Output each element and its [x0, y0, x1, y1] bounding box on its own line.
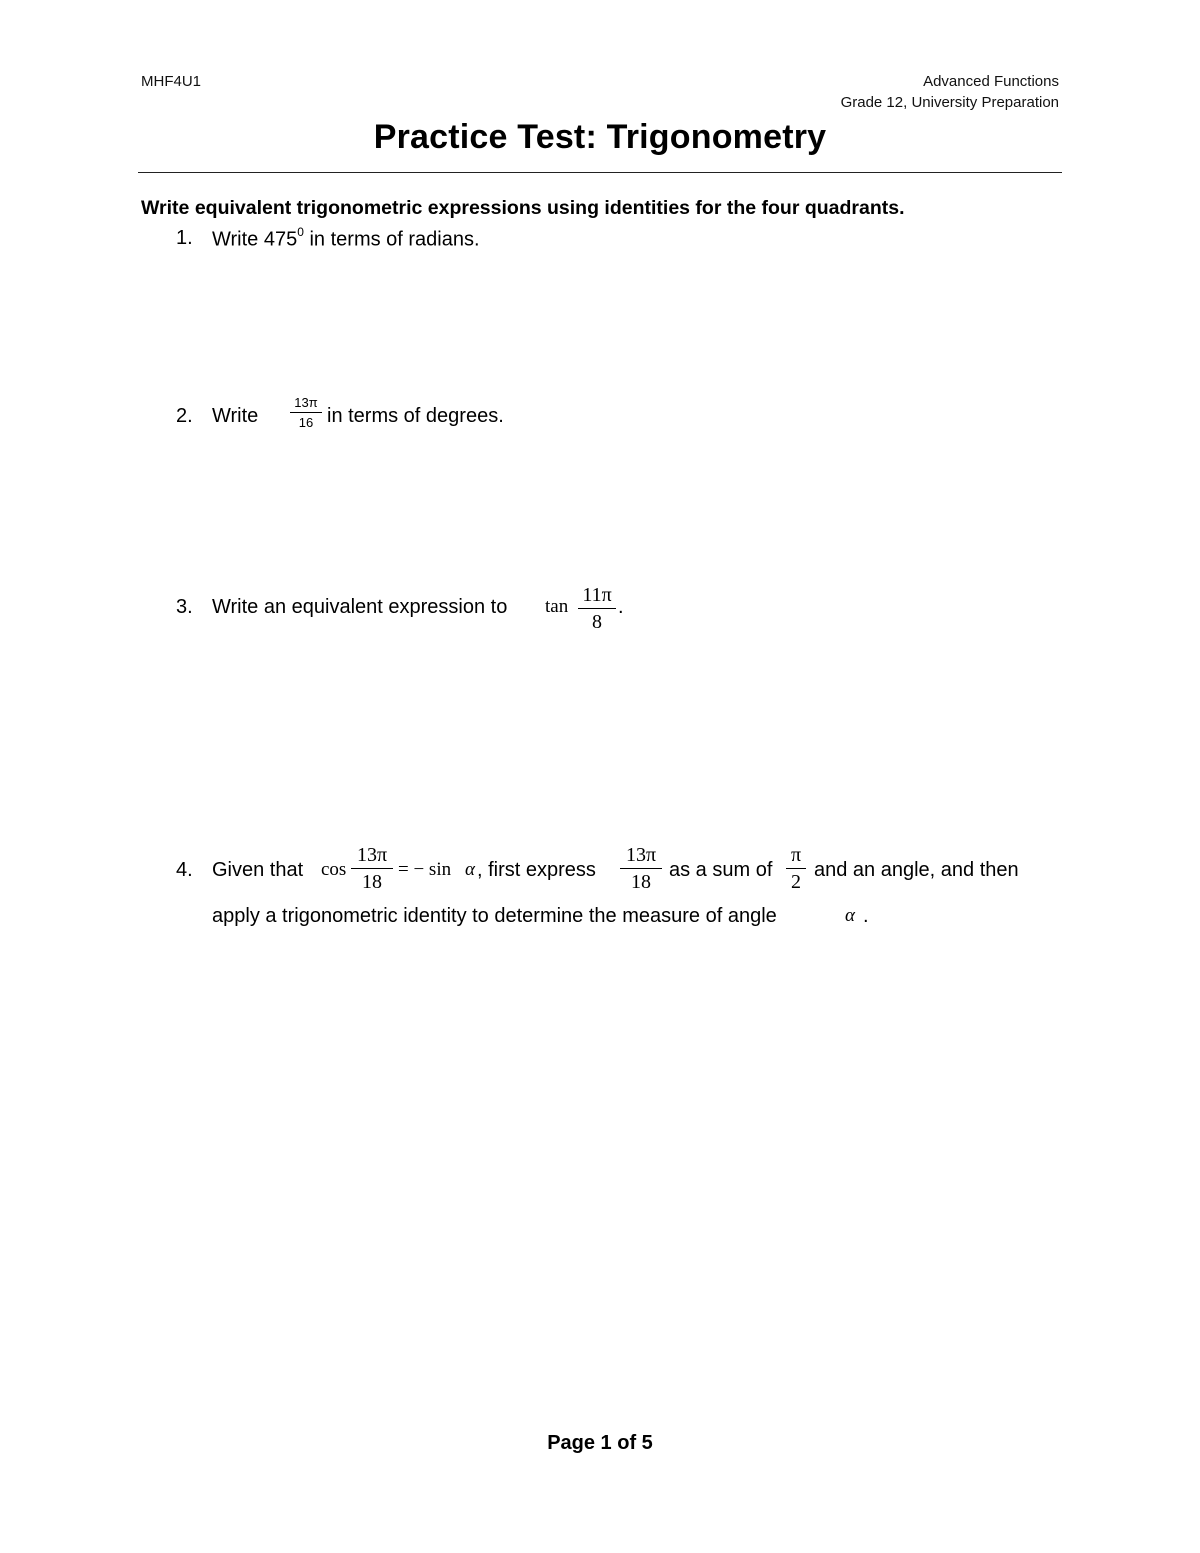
page-number: Page 1 of 5: [547, 1432, 653, 1454]
question-4-fraction-3: [786, 845, 806, 892]
question-3-prefix: Write an equivalent expression to: [212, 596, 508, 618]
degree-superscript: 0: [297, 225, 304, 239]
question-4-line-2-alpha: α: [845, 905, 855, 926]
fraction-bar: [620, 868, 662, 869]
fraction-bar: [351, 868, 393, 869]
instructions: Write equivalent trigonometric expressions using identities for the four quadrants.: [141, 197, 905, 219]
question-1-prefix: Write 475: [212, 228, 298, 251]
question-1-suffix: in terms of radians.: [303, 228, 480, 251]
question-4-fraction-2-denominator: 18: [631, 871, 651, 893]
fraction-bar: [786, 868, 806, 869]
question-3-function: tan: [545, 596, 569, 617]
course-grade: Grade 12, University Preparation: [840, 94, 1059, 111]
question-4-fraction-1: [351, 845, 393, 892]
question-2-number: 2.: [176, 405, 193, 427]
question-4-function: cos: [321, 859, 347, 880]
question-4-fraction-2-numerator: 13π: [625, 844, 657, 866]
question-4-alpha: α: [465, 859, 475, 880]
question-4-fraction-1-denominator: 18: [362, 871, 382, 893]
question-2-fraction: [290, 396, 322, 429]
question-4-fraction-3-denominator: 2: [791, 871, 801, 893]
question-1: [212, 225, 480, 251]
question-4-equals: = − sin: [398, 859, 452, 880]
question-4-fraction-3-numerator: π: [790, 844, 802, 866]
fraction-bar: [578, 608, 616, 609]
question-4-line-2-end: .: [863, 905, 869, 927]
question-4-lead: Given that: [212, 859, 304, 881]
question-4-middle: , first express: [477, 859, 596, 881]
question-2-suffix: in terms of degrees.: [327, 405, 504, 427]
question-3-fraction: [578, 585, 616, 632]
question-4-fraction-1-numerator: 13π: [356, 844, 388, 866]
fraction-bar: [290, 412, 322, 413]
question-4-tail: and an angle, and then: [814, 859, 1019, 881]
question-4-line-2: apply a trigonometric identity to determine the measure of angle: [212, 905, 777, 927]
question-1-number: 1.: [176, 227, 193, 249]
question-3-fraction-denominator: 8: [592, 611, 602, 633]
question-4-number: 4.: [176, 859, 193, 881]
question-3-fraction-numerator: 11π: [582, 584, 612, 606]
question-2-prefix: Write: [212, 405, 259, 427]
title-divider: [138, 172, 1062, 173]
question-2-fraction-numerator: 13π: [294, 395, 318, 410]
question-3-number: 3.: [176, 596, 193, 618]
question-3-suffix: .: [618, 596, 624, 618]
question-4-fraction-2: [620, 845, 662, 892]
question-4-sum-text: as a sum of: [669, 859, 773, 881]
course-name: Advanced Functions: [923, 73, 1059, 90]
page-title: Practice Test: Trigonometry: [373, 118, 827, 156]
course-code: MHF4U1: [141, 73, 202, 90]
question-2-fraction-denominator: 16: [298, 415, 314, 430]
